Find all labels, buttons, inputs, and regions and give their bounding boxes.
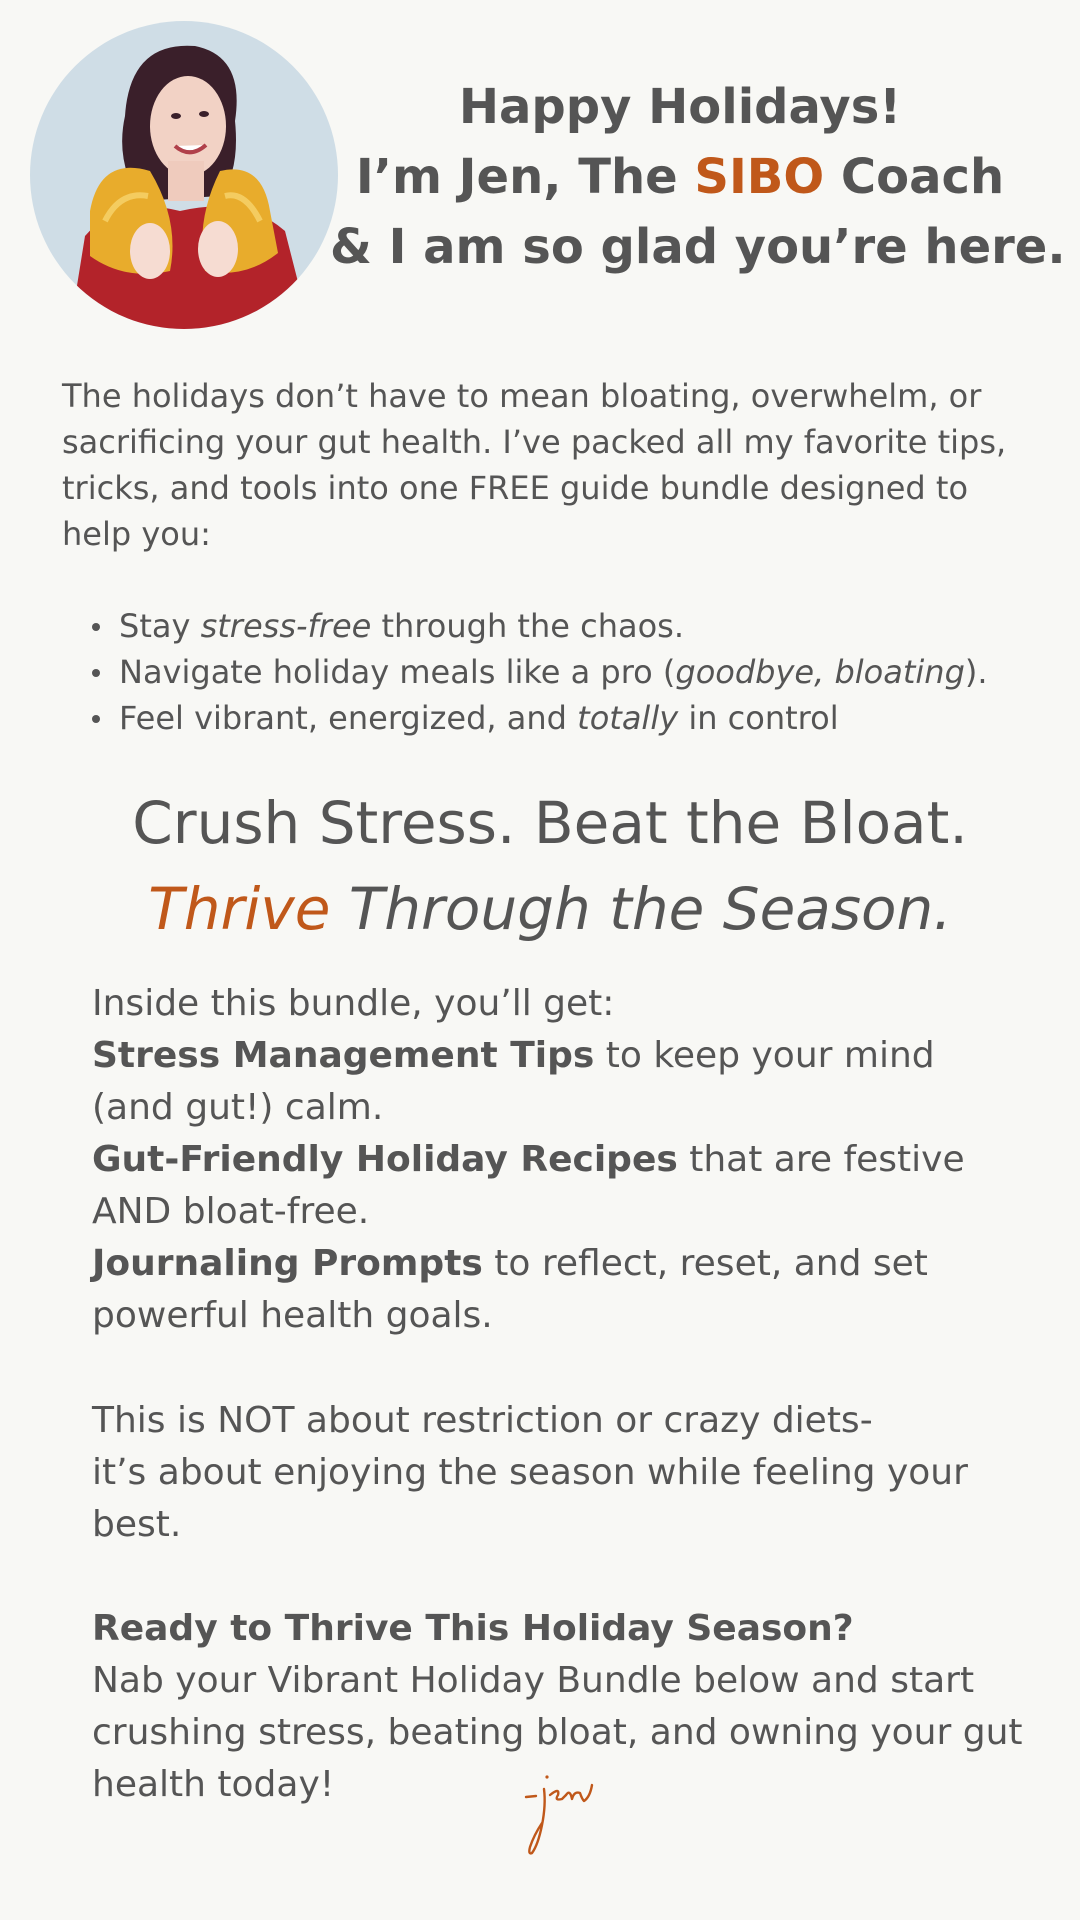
benefit-item: Feel vibrant, energized, and totally in control [88,695,988,741]
cta-body: Nab your Vibrant Holiday Bundle below and start crushing stress, beating bloat, and owning your gut health today! [92,1660,1023,1805]
no-restriction-note [92,1395,1012,1551]
greeting-line-2-post: Coach [824,149,1005,205]
main-headline [60,780,1040,952]
coach-photo [30,21,338,329]
headline-line-2-rest: Through the Season. [330,875,952,943]
greeting-line-2 [330,142,1030,212]
note-rest: it’s about enjoying the season while feeling your best. [92,1452,968,1545]
bundle-intro: Inside this bundle, you’ll get: [92,983,615,1024]
benefit-item: Navigate holiday meals like a pro (goodbye, bloating). [88,649,988,695]
benefit-emphasis: totally [577,699,679,737]
benefit-emphasis: goodbye, bloating [675,653,965,691]
bundle-item [92,1134,1012,1238]
headline-thrive-accent: Thrive [148,875,331,943]
bundle-item-title: Stress Management Tips [92,1035,595,1076]
note-line-1: This is NOT about restriction or crazy diets- [92,1400,873,1441]
headline-line-1: Crush Stress. Beat the Bloat. [132,789,968,857]
bundle-item-desc: that are festive AND bloat-free. [92,1139,965,1232]
bundle-item [92,1238,1012,1342]
benefits-list [88,603,988,741]
bundle-item-desc: to reflect, reset, and set powerful health goals. [92,1243,928,1336]
bundle-item [92,1030,1012,1134]
bundle-contents [92,978,1012,1342]
bundle-item-title: Journaling Prompts [92,1243,483,1284]
signature [520,1765,600,1857]
benefit-item: Stay stress-free through the chaos. [88,603,988,649]
benefit-emphasis: stress-free [200,607,372,645]
cta-title: Ready to Thrive This Holiday Season? [92,1608,854,1649]
headline-line-2 [60,866,1040,952]
greeting-line-2-pre: I’m Jen, The [355,149,695,205]
greeting-line-3: & I am so glad you’re here. [330,219,1066,275]
bundle-item-title: Gut-Friendly Holiday Recipes [92,1139,678,1180]
greeting-heading [330,72,1066,282]
bundle-item-desc: to keep your mind (and gut!) calm. [92,1035,935,1128]
intro-paragraph: The holidays don’t have to mean bloating, overwhelm, or sacrificing your gut health. I’ve packed all my favorite tips, tricks, and tools into one FREE guide bundle designed to help you: [62,377,1007,553]
greeting-line-1: Happy Holidays! [458,79,902,135]
greeting-sibo-accent: SIBO [694,149,825,205]
